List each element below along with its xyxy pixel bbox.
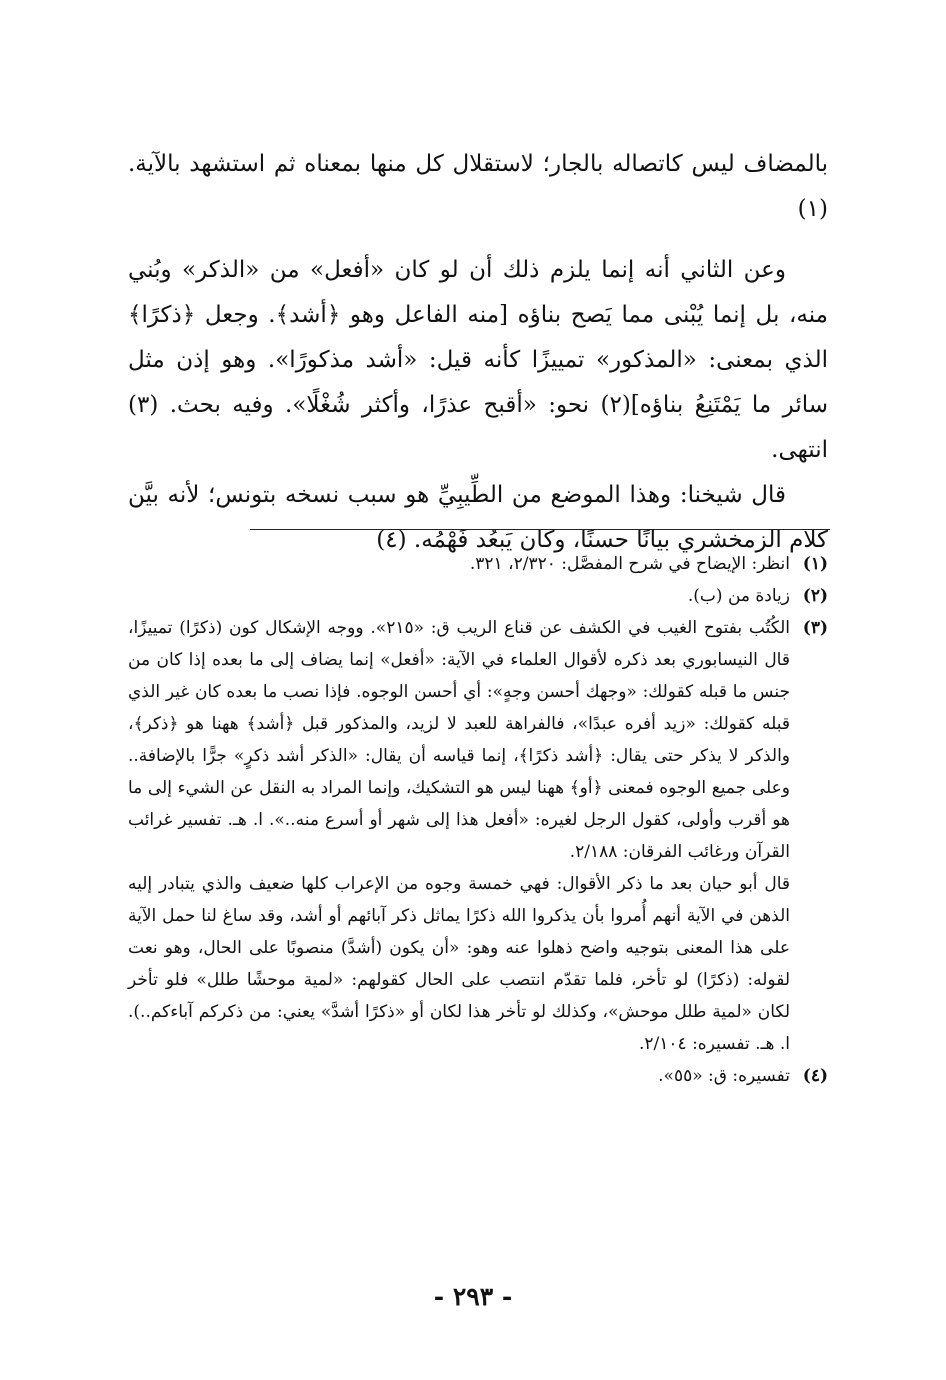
footnote-text: زيادة من (ب). [687,586,790,606]
footnotes [128,548,828,1092]
main-text [128,142,828,563]
footnote-separator [250,529,830,530]
footnote-text: الكُتُب بفتوح الغيب في الكشف عن قناع الريب ق: «٢١٥». ووجه الإشكال كون (ذكرًا) تمييزًا، قال النيسابوري بعد ذكره لأقوال العلماء في الآية: «أفعل» إنما يضاف إلى ما بعده إذا كان من جنس ما قبله كقولك: «وجهك أحسن وجهٍ»: أي أحسن الوجوه. فإذا نصب ما بعده كان غير الذي قبله كقولك: «زيد أفره عبدًا»، فالفراهة للعبد لا لزيد، والمذكور قبل ﴿أشد﴾ ههنا هو ﴿ذكر﴾، والذكر لا يذكر حتى يقال: ﴿أشد ذكرًا﴾، إنما قياسه أن يقال: «الذكر أشد ذكرٍ» جرًّا بالإضافة.. وعلى جميع الوجوه فمعنى ﴿أو﴾ ههنا ليس هو التشكيك، وإنما المراد به النقل عن الشيء إلى ما هو أقرب وأولى، كقول الرجل لغيره: «أفعل هذا إلى شهر أو أسرع منه..». ا. هـ. تفسير غرائب القرآن ورغائب الفرقان: ٢/١٨٨. [128,618,791,862]
footnote-3 [128,612,828,1060]
main-paragraph-1: بالمضاف ليس كاتصاله بالجار؛ لاستقلال كل منها بمعناه ثم استشهد بالآية. (١) [128,151,828,222]
footnote-number: (٢) [802,586,828,606]
footnote-number: (١) [802,554,828,574]
footnote-2 [128,580,828,612]
footnote-text: انظر: الإيضاح في شرح المفصَّل: ٢/٣٢٠، ٣٢١. [469,554,790,574]
footnote-number: (٤) [802,1066,828,1086]
footnote-text-continued: قال أبو حيان بعد ما ذكر الأقوال: فهي خمسة وجوه من الإعراب كلها ضعيف والذي يتبادر إليه الذهن في الآية أنهم أُمروا بأن يذكروا الله ذكرًا يماثل ذكر آبائهم أو أشد، وقد ساغ لنا حمل الآية على هذا المعنى بتوجيه واضح ذهلوا عنه وهو: «أن يكون (أشدَّ) منصوبًا على الحال، وهو نعت لقوله: (ذكرًا) لو تأخر، فلما تقدّم انتصب على الحال كقولهم: «لمية موحشًا طلل» فلو تأخر لكان «لمية طلل موحش»، وكذلك لو تأخر هذا لكان أو «ذكرًا أشدَّ» يعني: من ذكركم آباءكم..). ا. هـ. تفسيره: ٢/١٠٤. [128,874,790,1054]
footnote-number: (٣) [802,618,828,638]
footnote-4 [128,1060,828,1092]
footnote-text: تفسيره: ق: «٥٥». [658,1066,790,1086]
page-number: - ٢٩٣ - [433,1282,513,1311]
main-paragraph-2: وعن الثاني أنه إنما يلزم ذلك أن لو كان «أفعل» من «الذكر» وبُني منه، بل إنما يُبْنى مما يَصح بناؤه [منه الفاعل وهو ﴿أشد﴾. وجعل ﴿ذكرًا﴾ الذي بمعنى: «المذكور» تمييزًا كأنه قيل: «أشد مذكورًا». وهو إذن مثل سائر ما يَمْتَنِعُ بناؤه](٢) نحو: «أقبح عذرًا، وأكثر شُغْلًا». وفيه بحث. (٣) انتهى. [128,257,829,463]
footnote-1 [128,548,828,580]
main-paragraph-3: قال شيخنا: وهذا الموضع من الطِّيبِيِّ هو سبب نسخه بتونس؛ لأنه بيَّن كلام الزمخشري بيانًا حسنًا، وكان يَبعُد فَهْمُه. (٤) [128,482,828,553]
